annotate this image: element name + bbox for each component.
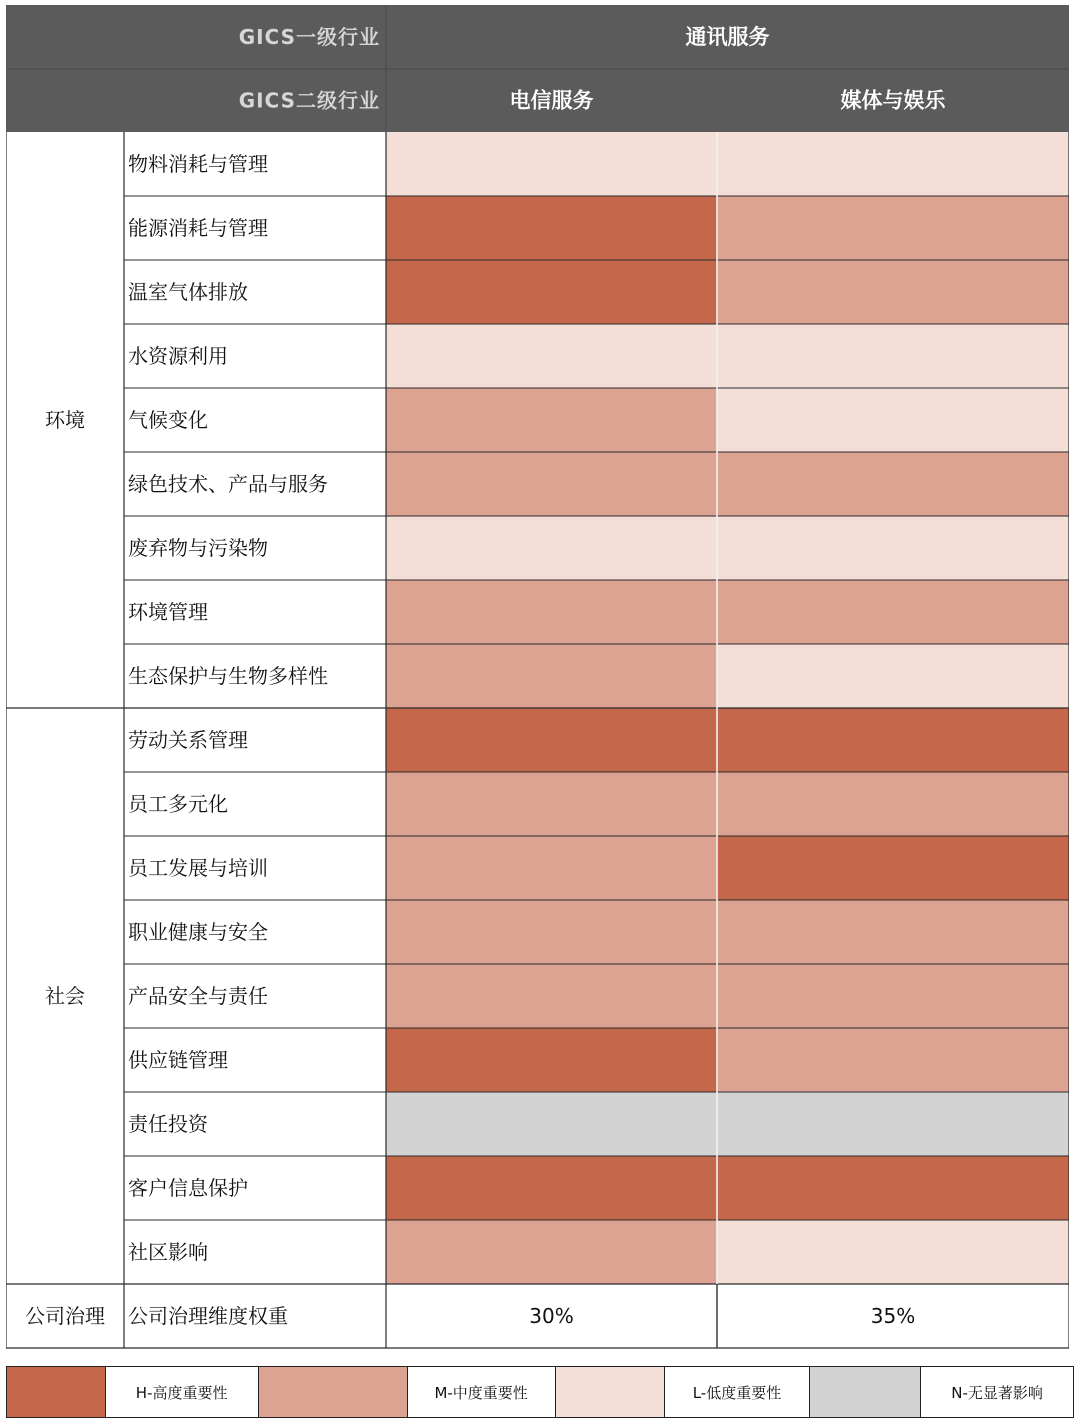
row-label: 绿色技术、产品与服务 [128, 472, 328, 496]
row-label: 员工多元化 [128, 792, 228, 816]
row-label: 劳动关系管理 [128, 728, 248, 752]
row-label: 供应链管理 [128, 1048, 228, 1072]
column-header: 媒体与娱乐 [840, 88, 946, 113]
column-header: 电信服务 [509, 88, 594, 113]
heatmap-cell [717, 324, 1069, 388]
category-label: 环境 [45, 408, 85, 432]
legend-label-m: M-中度重要性 [408, 1367, 556, 1417]
heatmap-cell [717, 708, 1069, 772]
heatmap-cell [717, 1092, 1069, 1156]
row-label: 能源消耗与管理 [128, 216, 268, 240]
heatmap-cell [386, 388, 717, 452]
heatmap-cell [717, 1156, 1069, 1220]
legend-swatch-m [259, 1367, 408, 1417]
governance-weight: 30% [529, 1304, 574, 1328]
heatmap-cell [717, 260, 1069, 324]
heatmap-cell [386, 900, 717, 964]
row-label: 产品安全与责任 [128, 984, 268, 1008]
heatmap-cell [386, 260, 717, 324]
legend-swatch-l [556, 1367, 665, 1417]
heatmap-cell [386, 1028, 717, 1092]
row-label: 生态保护与生物多样性 [128, 664, 328, 688]
category-label: 公司治理 [25, 1304, 105, 1328]
heatmap-cell [717, 772, 1069, 836]
heatmap-cell [717, 196, 1069, 260]
gics-level2-label: GICS二级行业 [238, 88, 380, 113]
gics-level1-value: 通讯服务 [685, 25, 770, 49]
heatmap-cell [386, 132, 717, 196]
heatmap-cell [386, 1220, 717, 1284]
heatmap-cell [386, 836, 717, 900]
row-label: 公司治理维度权重 [128, 1304, 288, 1328]
row-label: 气候变化 [128, 408, 208, 432]
row-label: 水资源利用 [128, 344, 228, 368]
heatmap-cell [386, 1156, 717, 1220]
heatmap-cell [717, 452, 1069, 516]
heatmap-cell [386, 452, 717, 516]
category-label: 社会 [45, 984, 85, 1008]
row-label: 责任投资 [128, 1112, 208, 1136]
heatmap-cell [386, 580, 717, 644]
heatmap-cell [386, 196, 717, 260]
gics-level1-label: GICS一级行业 [238, 25, 380, 49]
legend [6, 1366, 1074, 1418]
row-label: 员工发展与培训 [128, 856, 268, 880]
heatmap-cell [386, 324, 717, 388]
heatmap-cell [386, 644, 717, 708]
legend-swatch-h [7, 1367, 106, 1417]
heatmap-cell [717, 900, 1069, 964]
heatmap-cell [717, 644, 1069, 708]
heatmap-cell [717, 1028, 1069, 1092]
heatmap-cell [717, 516, 1069, 580]
heatmap-cell [717, 580, 1069, 644]
row-label: 客户信息保护 [128, 1176, 248, 1200]
row-label: 物料消耗与管理 [128, 152, 268, 176]
legend-label-h: H-高度重要性 [106, 1367, 259, 1417]
heatmap-cell [386, 1092, 717, 1156]
heatmap-cell [386, 516, 717, 580]
heatmap-cell [717, 964, 1069, 1028]
row-label: 废弃物与污染物 [128, 536, 268, 560]
row-label: 职业健康与安全 [128, 920, 268, 944]
heatmap-cell [717, 388, 1069, 452]
materiality-matrix [6, 5, 1069, 1349]
heatmap-cell [717, 132, 1069, 196]
legend-label-l: L-低度重要性 [665, 1367, 810, 1417]
governance-weight: 35% [870, 1304, 916, 1328]
row-label: 社区影响 [128, 1240, 208, 1264]
heatmap-cell [717, 836, 1069, 900]
heatmap-cell [386, 772, 717, 836]
legend-label-n: N-无显著影响 [951, 1383, 1043, 1402]
heatmap-cell [717, 1220, 1069, 1284]
legend-swatch-n [810, 1367, 921, 1417]
row-label: 环境管理 [128, 600, 208, 624]
heatmap-cell [386, 964, 717, 1028]
row-label: 温室气体排放 [128, 280, 248, 304]
heatmap-cell [386, 708, 717, 772]
